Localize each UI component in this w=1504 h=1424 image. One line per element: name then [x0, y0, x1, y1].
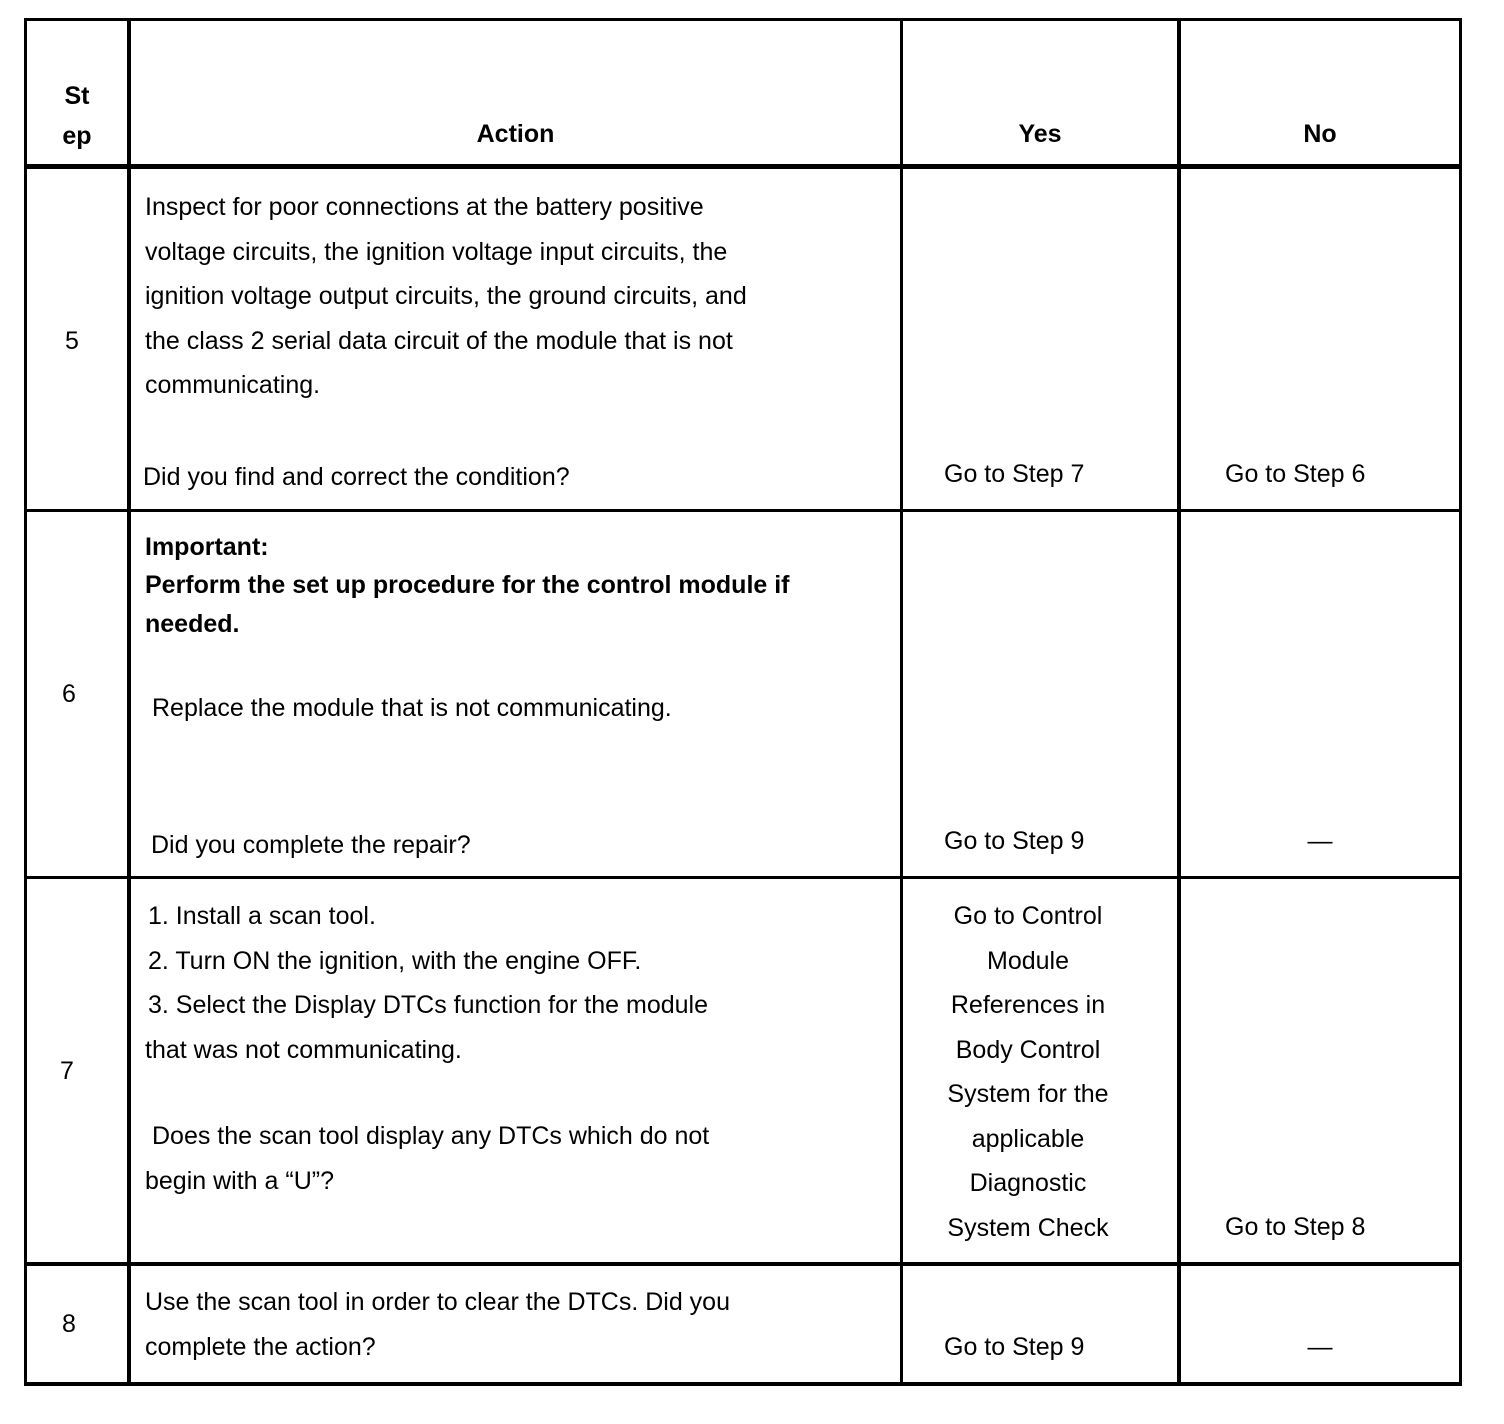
row6-question: Did you complete the repair?: [151, 831, 471, 859]
row7-no: Go to Step 8: [1225, 1213, 1366, 1241]
row6-important-text: [145, 566, 895, 644]
row5-yes: Go to Step 7: [944, 460, 1085, 488]
row6-yes: Go to Step 9: [944, 827, 1085, 855]
row5-action-line5: communicating.: [145, 371, 321, 399]
diagnostic-table: [24, 18, 1462, 1386]
header-no: No: [1303, 120, 1337, 148]
row6-important-line1: Perform the set up procedure for the control module if: [145, 571, 790, 599]
row7-question-line1: Does the scan tool display any DTCs which do not: [152, 1122, 710, 1150]
rule-col3: [1177, 18, 1181, 1386]
rule-row7-bottom: [24, 1262, 1462, 1266]
row8-yes: Go to Step 9: [944, 1333, 1085, 1361]
row8-action-line1: Use the scan tool in order to clear the DTCs. Did you: [145, 1288, 730, 1316]
row5-no: Go to Step 6: [1225, 460, 1366, 488]
row7-yes-line3: References in: [950, 991, 1106, 1019]
row7-yes-line8: System Check: [947, 1213, 1109, 1242]
row6-important-label: Important:: [145, 533, 269, 561]
row7-list-item3: 3. Select the Display DTCs function for the module: [148, 991, 708, 1019]
rule-row5-bottom: [24, 509, 1462, 512]
row8-step: 8: [62, 1310, 76, 1338]
rule-right: [1459, 18, 1462, 1386]
header-step: [27, 76, 127, 156]
row8-action-line2: complete the action?: [145, 1332, 376, 1361]
row6-action: Replace the module that is not communicating.: [152, 694, 672, 722]
row8-action: [145, 1280, 895, 1369]
row5-question: Did you find and correct the condition?: [143, 463, 570, 491]
header-yes: Yes: [1018, 120, 1062, 148]
rule-top: [24, 18, 1462, 21]
row7-yes-line4: Body Control: [955, 1035, 1101, 1064]
row6-important-line2: needed.: [145, 610, 240, 638]
rule-col1: [127, 18, 131, 1386]
rule-row6-bottom: [24, 876, 1462, 879]
rule-bottom: [24, 1382, 1462, 1386]
row7-yes-line7: Diagnostic: [969, 1169, 1087, 1197]
row7-yes-line6: applicable: [971, 1124, 1085, 1153]
row7-yes: [913, 894, 1143, 1250]
row7-yes-line1: Go to Control: [953, 902, 1103, 930]
row7-yes-line2: Module: [987, 946, 1069, 975]
row7-list: [148, 894, 896, 1028]
row5-action-line3: ignition voltage output circuits, the ground circuits, and: [145, 282, 747, 310]
row5-action: [145, 185, 895, 408]
row7-question: [145, 1114, 893, 1203]
row7-list-continued: that was not communicating.: [145, 1036, 462, 1064]
row7-yes-line5: System for the: [947, 1080, 1109, 1108]
row7-step: 7: [60, 1057, 74, 1085]
row5-step: 5: [65, 327, 79, 355]
row5-action-line2: voltage circuits, the ignition voltage input circuits, the: [145, 237, 728, 266]
header-step-line1: St: [64, 82, 90, 110]
row7-question-line2: begin with a “U”?: [145, 1166, 334, 1195]
row5-action-line1: Inspect for poor connections at the battery positive: [145, 193, 704, 221]
row5-action-line4: the class 2 serial data circuit of the module that is not: [145, 326, 733, 355]
rule-header-bottom: [24, 164, 1462, 169]
header-action: Action: [476, 120, 555, 148]
rule-col2: [900, 18, 903, 1386]
row6-step: 6: [62, 680, 76, 708]
row6-no: —: [1307, 827, 1333, 855]
header-step-line2: ep: [62, 122, 92, 150]
row7-list-item2: 2. Turn ON the ignition, with the engine OFF.: [148, 946, 642, 975]
row7-list-item1: 1. Install a scan tool.: [148, 902, 376, 930]
row8-no: —: [1307, 1333, 1333, 1361]
